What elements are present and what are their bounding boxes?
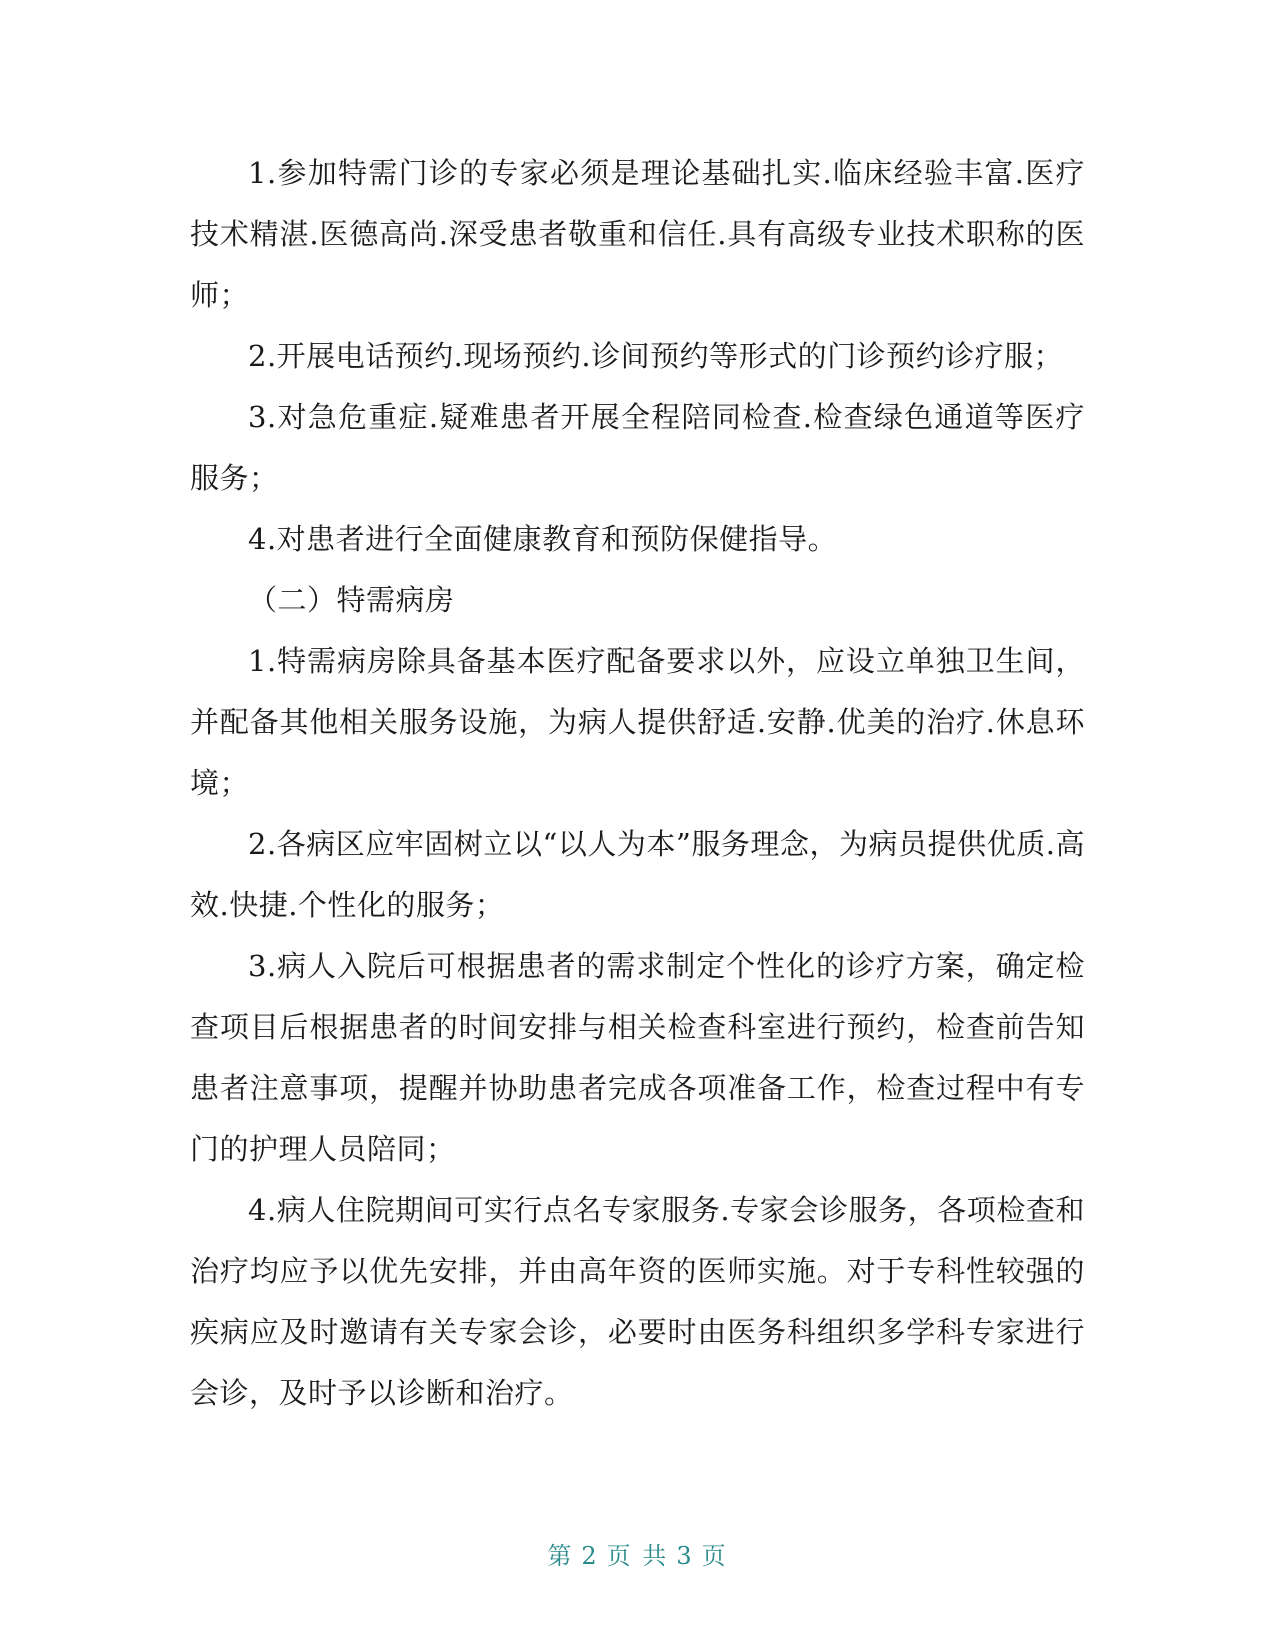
section-heading: （二）特需病房 — [248, 583, 455, 617]
page-footer — [0, 1540, 1275, 1572]
paragraph-3: 3.对急危重症.疑难患者开展全程陪同检查.检查绿色通道等医疗服务； — [190, 400, 1085, 495]
footer-middle: 页 共 — [606, 1542, 669, 1570]
section-paragraph-4: 4.病人住院期间可实行点名专家服务.专家会诊服务，各项检查和治疗均应予以优先安排，并由高年资的医师实施。对于专科性较强的疾病应及时邀请有关专家会诊，必要时由医务科组织多学科专家进行会诊，及时予以诊断和治疗。 — [190, 1193, 1085, 1410]
paragraph-4: 4.对患者进行全面健康教育和预防保健指导。 — [248, 522, 838, 556]
paragraph-2: 2.开展电话预约.现场预约.诊间预约等形式的门诊预约诊疗服； — [248, 339, 1064, 373]
total-pages-number: 3 — [676, 1542, 694, 1570]
page-content — [190, 143, 1085, 1424]
current-page-number: 2 — [581, 1542, 599, 1570]
section-paragraph-1: 1.特需病房除具备基本医疗配备要求以外，应设立单独卫生间，并配备其他相关服务设施，为病人提供舒适.安静.优美的治疗.休息环境； — [190, 644, 1085, 800]
footer-prefix: 第 — [547, 1542, 574, 1570]
paragraph-1: 1.参加特需门诊的专家必须是理论基础扎实.临床经验丰富.医疗技术精湛.医德高尚.深受患者敬重和信任.具有高级专业技术职称的医师； — [190, 156, 1085, 312]
section-paragraph-3: 3.病人入院后可根据患者的需求制定个性化的诊疗方案，确定检查项目后根据患者的时间安排与相关检查科室进行预约，检查前告知患者注意事项，提醒并协助患者完成各项准备工作，检查过程中有专门的护理人员陪同； — [190, 949, 1085, 1166]
footer-suffix: 页 — [701, 1542, 728, 1570]
section-paragraph-2: 2.各病区应牢固树立以“以人为本”服务理念，为病员提供优质.高效.快捷.个性化的服务； — [190, 827, 1085, 922]
